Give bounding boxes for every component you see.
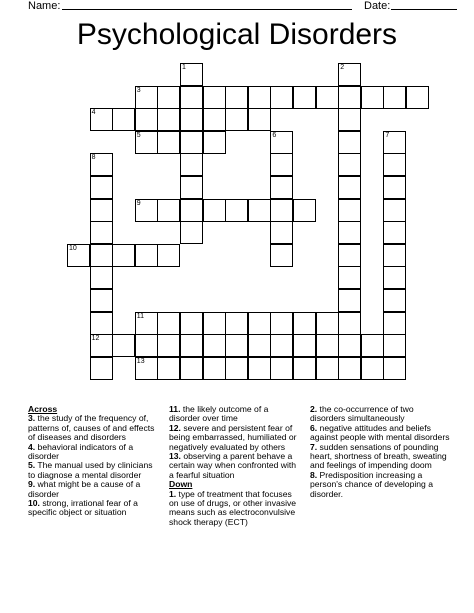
grid-cell[interactable] bbox=[383, 221, 406, 244]
clue-number: 11 bbox=[136, 312, 145, 320]
clue-number: 6 bbox=[272, 131, 277, 139]
grid-cell[interactable] bbox=[383, 334, 406, 357]
grid-cell[interactable] bbox=[383, 131, 406, 154]
grid-cell[interactable] bbox=[203, 131, 226, 154]
grid-cell[interactable] bbox=[90, 221, 113, 244]
grid-cell[interactable] bbox=[338, 199, 361, 222]
grid-cell[interactable] bbox=[383, 312, 406, 335]
grid-cell[interactable] bbox=[180, 221, 203, 244]
grid-cell[interactable] bbox=[90, 153, 113, 176]
grid-cell[interactable] bbox=[203, 334, 226, 357]
clues-column-1 bbox=[28, 405, 158, 518]
grid-cell[interactable] bbox=[180, 63, 203, 86]
grid-cell[interactable] bbox=[383, 199, 406, 222]
grid-cell[interactable] bbox=[90, 289, 113, 312]
grid-cell[interactable] bbox=[383, 289, 406, 312]
grid-cell[interactable] bbox=[316, 86, 339, 109]
grid-cell[interactable] bbox=[383, 176, 406, 199]
grid-cell[interactable] bbox=[225, 312, 248, 335]
clue-number: 12 bbox=[91, 335, 100, 343]
grid-cell[interactable] bbox=[112, 244, 135, 267]
clue-number: 13 bbox=[136, 357, 145, 365]
grid-cell[interactable] bbox=[157, 131, 180, 154]
grid-cell[interactable] bbox=[112, 108, 135, 131]
grid-cell[interactable] bbox=[90, 244, 113, 267]
grid-cell[interactable] bbox=[90, 334, 113, 357]
clue-down-6: 6. negative attitudes and beliefs against people with mental disorders bbox=[310, 422, 450, 443]
grid-cell[interactable] bbox=[248, 108, 271, 131]
clue-across-12: 12. severe and persistent fear of being embarrassed, humiliated or negatively evaluated by others bbox=[169, 422, 297, 452]
grid-cell[interactable] bbox=[270, 199, 293, 222]
clue-number: 4 bbox=[91, 109, 96, 117]
grid-cell[interactable] bbox=[293, 357, 316, 380]
grid-cell[interactable] bbox=[316, 357, 339, 380]
grid-cell[interactable] bbox=[157, 334, 180, 357]
grid-cell[interactable] bbox=[157, 199, 180, 222]
grid-cell[interactable] bbox=[338, 221, 361, 244]
grid-cell[interactable] bbox=[293, 86, 316, 109]
clue-across-9: 9. what might be a cause of a disorder bbox=[28, 479, 141, 499]
grid-cell[interactable] bbox=[180, 108, 203, 131]
grid-cell[interactable] bbox=[338, 357, 361, 380]
clue-down-8: 8. Predisposition increasing a person's chance of developing a disorder. bbox=[310, 469, 433, 499]
grid-cell[interactable] bbox=[90, 266, 113, 289]
grid-cell[interactable] bbox=[90, 357, 113, 380]
grid-cell[interactable] bbox=[383, 86, 406, 109]
grid-cell[interactable] bbox=[338, 244, 361, 267]
date-label: Date: bbox=[364, 0, 391, 12]
grid-cell[interactable] bbox=[338, 63, 361, 86]
clue-across-11: 11. the likely outcome of a disorder over time bbox=[169, 404, 269, 424]
grid-cell[interactable] bbox=[225, 357, 248, 380]
grid-cell[interactable] bbox=[248, 86, 271, 109]
grid-cell[interactable] bbox=[361, 86, 384, 109]
clue-down-7: 7. sudden sensations of pounding heart, shortness of breath, sweating and feelings of impending doom bbox=[310, 441, 447, 471]
grid-cell[interactable] bbox=[135, 334, 158, 357]
grid-cell[interactable] bbox=[270, 176, 293, 199]
grid-cell[interactable] bbox=[157, 244, 180, 267]
grid-cell[interactable] bbox=[135, 357, 158, 380]
grid-cell[interactable] bbox=[203, 199, 226, 222]
grid-cell[interactable] bbox=[270, 153, 293, 176]
grid-cell[interactable] bbox=[270, 334, 293, 357]
grid-cell[interactable] bbox=[90, 108, 113, 131]
clue-down-2: 2. the co-occurrence of two disorders simultaneously bbox=[310, 404, 414, 424]
grid-cell[interactable] bbox=[293, 312, 316, 335]
page-title: Psychological Disorders bbox=[76, 18, 398, 51]
grid-cell[interactable] bbox=[293, 199, 316, 222]
grid-cell[interactable] bbox=[203, 312, 226, 335]
grid-cell[interactable] bbox=[338, 312, 361, 335]
grid-cell[interactable] bbox=[135, 244, 158, 267]
grid-cell[interactable] bbox=[338, 289, 361, 312]
grid-cell[interactable] bbox=[90, 199, 113, 222]
clue-across-10: 10. strong, irrational fear of a specific object or situation bbox=[28, 498, 138, 518]
grid-cell[interactable] bbox=[67, 244, 90, 267]
grid-cell[interactable] bbox=[270, 357, 293, 380]
grid-cell[interactable] bbox=[180, 357, 203, 380]
grid-cell[interactable] bbox=[203, 357, 226, 380]
grid-cell[interactable] bbox=[180, 153, 203, 176]
grid-cell[interactable] bbox=[383, 357, 406, 380]
grid-cell[interactable] bbox=[225, 108, 248, 131]
grid-cell[interactable] bbox=[90, 312, 113, 335]
grid-cell[interactable] bbox=[180, 176, 203, 199]
grid-cell[interactable] bbox=[180, 199, 203, 222]
grid-cell[interactable] bbox=[270, 86, 293, 109]
grid-cell[interactable] bbox=[383, 244, 406, 267]
clues-column-3 bbox=[310, 405, 450, 499]
grid-cell[interactable] bbox=[248, 334, 271, 357]
grid-cell[interactable] bbox=[180, 334, 203, 357]
grid-cell[interactable] bbox=[270, 312, 293, 335]
clue-down-1: 1. type of treatment that focuses on use of drugs, or other invasive means such as electroconvulsive shock therapy (ECT) bbox=[169, 488, 297, 527]
clue-across-5: 5. The manual used by clinicians to diagnose a mental disorder bbox=[28, 460, 153, 480]
grid-cell[interactable] bbox=[135, 131, 158, 154]
grid-cell[interactable] bbox=[270, 131, 293, 154]
grid-cell[interactable] bbox=[316, 334, 339, 357]
grid-cell[interactable] bbox=[270, 244, 293, 267]
grid-cell[interactable] bbox=[90, 176, 113, 199]
grid-cell[interactable] bbox=[293, 334, 316, 357]
grid-cell[interactable] bbox=[361, 357, 384, 380]
grid-cell[interactable] bbox=[338, 176, 361, 199]
grid-cell[interactable] bbox=[112, 334, 135, 357]
clue-number: 5 bbox=[136, 131, 141, 139]
grid-cell[interactable] bbox=[338, 266, 361, 289]
clue-number: 2 bbox=[340, 64, 345, 71]
grid-cell[interactable] bbox=[338, 131, 361, 154]
down-heading: Down bbox=[169, 479, 193, 490]
grid-cell[interactable] bbox=[406, 86, 429, 109]
clue-number: 8 bbox=[91, 154, 96, 162]
across-heading: Across bbox=[28, 404, 58, 414]
grid-cell[interactable] bbox=[180, 86, 203, 109]
name-label: Name: bbox=[28, 0, 61, 12]
clues-column-2 bbox=[169, 405, 301, 527]
grid-cell[interactable] bbox=[180, 131, 203, 154]
clue-number: 10 bbox=[69, 244, 77, 252]
clue-number: 1 bbox=[182, 64, 186, 71]
clue-number: 9 bbox=[136, 199, 141, 207]
grid-cell[interactable] bbox=[135, 199, 158, 222]
grid-cell[interactable] bbox=[135, 86, 158, 109]
grid-cell[interactable] bbox=[180, 312, 203, 335]
grid-cell[interactable] bbox=[270, 221, 293, 244]
grid-cell[interactable] bbox=[248, 199, 271, 222]
grid-cell[interactable] bbox=[225, 199, 248, 222]
grid-cell[interactable] bbox=[225, 334, 248, 357]
grid-cell[interactable] bbox=[248, 357, 271, 380]
grid-cell[interactable] bbox=[248, 312, 271, 335]
grid-cell[interactable] bbox=[338, 86, 361, 109]
grid-cell[interactable] bbox=[157, 86, 180, 109]
grid-cell[interactable] bbox=[361, 334, 384, 357]
grid-cell[interactable] bbox=[157, 357, 180, 380]
grid-cell[interactable] bbox=[383, 266, 406, 289]
grid-cell[interactable] bbox=[135, 108, 158, 131]
grid-cell[interactable] bbox=[135, 312, 158, 335]
grid-cell[interactable] bbox=[203, 86, 226, 109]
grid-cell[interactable] bbox=[157, 108, 180, 131]
grid-cell[interactable] bbox=[338, 334, 361, 357]
clue-across-4: 4. behavioral indicators of a disorder bbox=[28, 441, 134, 462]
clue-across-13: 13. observing a parent behave a certain way when confronted with a fearful situation bbox=[169, 451, 297, 480]
clue-number: 3 bbox=[136, 86, 141, 94]
grid-cell[interactable] bbox=[338, 153, 361, 176]
clue-number: 7 bbox=[385, 131, 390, 139]
grid-cell[interactable] bbox=[316, 312, 339, 335]
grid-cell[interactable] bbox=[383, 153, 406, 176]
grid-cell[interactable] bbox=[338, 108, 361, 131]
clue-across-3: 3. the study of the frequency of, patterns of, causes of and effects of diseases and disorders bbox=[28, 413, 155, 443]
grid-cell[interactable] bbox=[225, 86, 248, 109]
grid-cell[interactable] bbox=[157, 312, 180, 335]
grid-cell[interactable] bbox=[203, 108, 226, 131]
